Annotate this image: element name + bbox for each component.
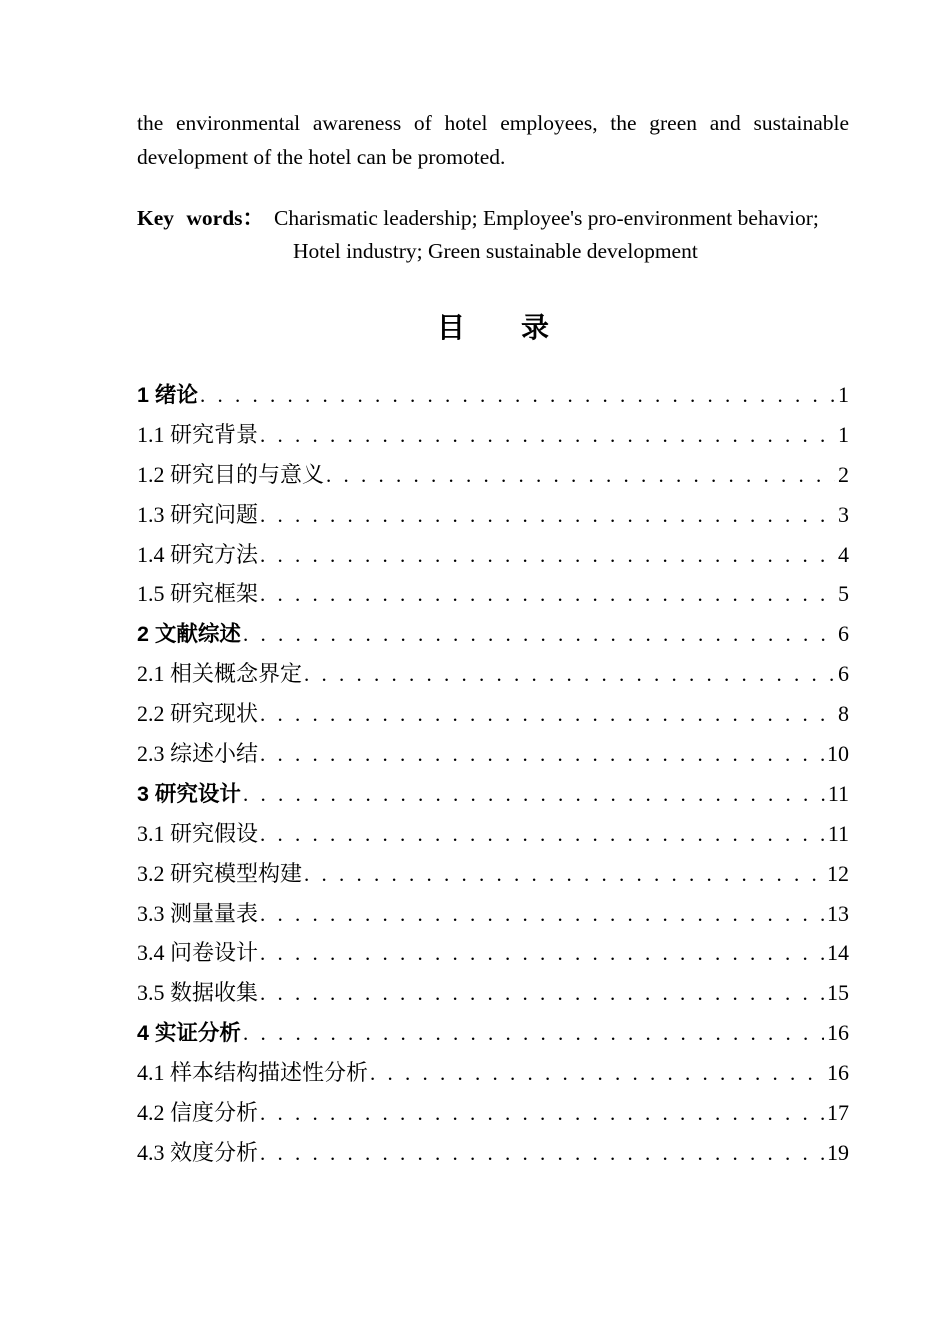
toc-entry-page: 1 — [838, 421, 849, 447]
toc-entry-page: 14 — [827, 940, 849, 966]
toc-entry-page: 12 — [827, 860, 849, 886]
keywords-line-1 — [137, 202, 849, 235]
keywords-label: Key words： — [137, 206, 265, 230]
toc-entry-13 — [137, 897, 849, 937]
toc-leader-dots — [324, 463, 835, 488]
toc-entry-label: 3.5 数据收集 — [137, 980, 259, 1006]
toc-entry-label: 4.2 信度分析 — [137, 1100, 259, 1126]
toc-entry-8 — [137, 697, 849, 737]
toc-entry-page: 13 — [827, 900, 849, 926]
toc-title: 目 录 — [436, 313, 549, 344]
toc-entry-page: 15 — [827, 980, 849, 1006]
toc-entry-label: 1.4 研究方法 — [137, 541, 259, 567]
toc-leader-dots — [258, 702, 835, 727]
toc-leader-dots — [258, 423, 835, 448]
toc-entry-label: 1 绪论 — [137, 383, 198, 407]
toc-entry-11 — [137, 817, 849, 857]
toc-entry-label: 2.1 相关概念界定 — [137, 661, 303, 687]
toc-entry-label: 3.1 研究假设 — [137, 820, 259, 846]
toc-entry-page: 4 — [838, 541, 849, 567]
toc-entry-18 — [137, 1096, 849, 1136]
keywords-line-2: Hotel industry; Green sustainable development — [293, 239, 698, 263]
toc-entry-page: 3 — [838, 501, 849, 527]
toc-entry-10 — [137, 777, 849, 817]
toc-leader-dots — [241, 622, 835, 647]
toc-leader-dots — [198, 383, 835, 408]
toc-entry-label: 3.3 测量量表 — [137, 900, 259, 926]
toc-leader-dots — [258, 981, 824, 1006]
toc-entry-4 — [137, 538, 849, 578]
toc-entry-14 — [137, 936, 849, 976]
abstract-text: the environmental awareness of hotel employees, the green and sustainable development of the hotel can be promoted. — [137, 111, 849, 169]
toc-entry-page: 6 — [838, 661, 849, 687]
toc-leader-dots — [258, 582, 835, 607]
toc-entry-label: 2.2 研究现状 — [137, 701, 259, 727]
keywords-block — [137, 202, 849, 268]
toc-entry-7 — [137, 657, 849, 697]
toc-entry-page: 16 — [827, 1060, 849, 1086]
toc-entry-15 — [137, 976, 849, 1016]
toc-entry-2 — [137, 458, 849, 498]
toc-entry-label: 1.2 研究目的与意义 — [137, 461, 325, 487]
toc-entry-17 — [137, 1056, 849, 1096]
toc-leader-dots — [258, 941, 824, 966]
toc-entry-label: 3.4 问卷设计 — [137, 940, 259, 966]
toc-leader-dots — [241, 1021, 824, 1046]
toc-entry-5 — [137, 577, 849, 617]
toc-entry-page: 1 — [838, 382, 849, 407]
toc-entry-label: 3 研究设计 — [137, 781, 241, 806]
toc-entry-16 — [137, 1016, 849, 1056]
toc-entry-1 — [137, 418, 849, 458]
toc-list — [137, 378, 849, 1176]
toc-entry-page: 16 — [827, 1020, 849, 1046]
keywords-text-1: Charismatic leadership; Employee's pro-environment behavior; — [274, 206, 819, 230]
toc-leader-dots — [258, 822, 825, 847]
toc-entry-label: 1.1 研究背景 — [137, 421, 259, 447]
toc-leader-dots — [302, 862, 824, 887]
toc-entry-label: 1.5 研究框架 — [137, 581, 259, 607]
toc-entry-page: 19 — [827, 1139, 849, 1165]
toc-leader-dots — [258, 902, 824, 927]
toc-entry-label: 4.3 效度分析 — [137, 1139, 259, 1165]
toc-entry-label: 4 实证分析 — [137, 1021, 241, 1046]
toc-entry-page: 5 — [838, 581, 849, 607]
toc-entry-page: 17 — [827, 1100, 849, 1126]
toc-leader-dots — [258, 543, 835, 568]
toc-leader-dots — [258, 742, 824, 767]
toc-leader-dots — [368, 1061, 824, 1086]
toc-leader-dots — [302, 662, 835, 687]
toc-entry-page: 2 — [838, 461, 849, 487]
toc-leader-dots — [258, 1101, 824, 1126]
toc-leader-dots — [258, 503, 835, 528]
toc-entry-page: 11 — [827, 780, 849, 806]
toc-entry-label: 2 文献综述 — [137, 622, 241, 647]
toc-entry-page: 11 — [827, 820, 849, 846]
toc-entry-label: 1.3 研究问题 — [137, 501, 259, 527]
toc-entry-page: 10 — [827, 741, 849, 767]
toc-entry-label: 3.2 研究模型构建 — [137, 860, 303, 886]
toc-entry-0 — [137, 378, 849, 418]
toc-leader-dots — [258, 1141, 824, 1166]
toc-entry-19 — [137, 1136, 849, 1176]
toc-entry-3 — [137, 498, 849, 538]
toc-entry-12 — [137, 857, 849, 897]
toc-entry-9 — [137, 737, 849, 777]
toc-entry-page: 8 — [838, 701, 849, 727]
toc-entry-label: 2.3 综述小结 — [137, 741, 259, 767]
toc-leader-dots — [241, 782, 825, 807]
toc-entry-label: 4.1 样本结构描述性分析 — [137, 1060, 369, 1086]
toc-entry-6 — [137, 617, 849, 657]
toc-entry-page: 6 — [838, 621, 849, 647]
